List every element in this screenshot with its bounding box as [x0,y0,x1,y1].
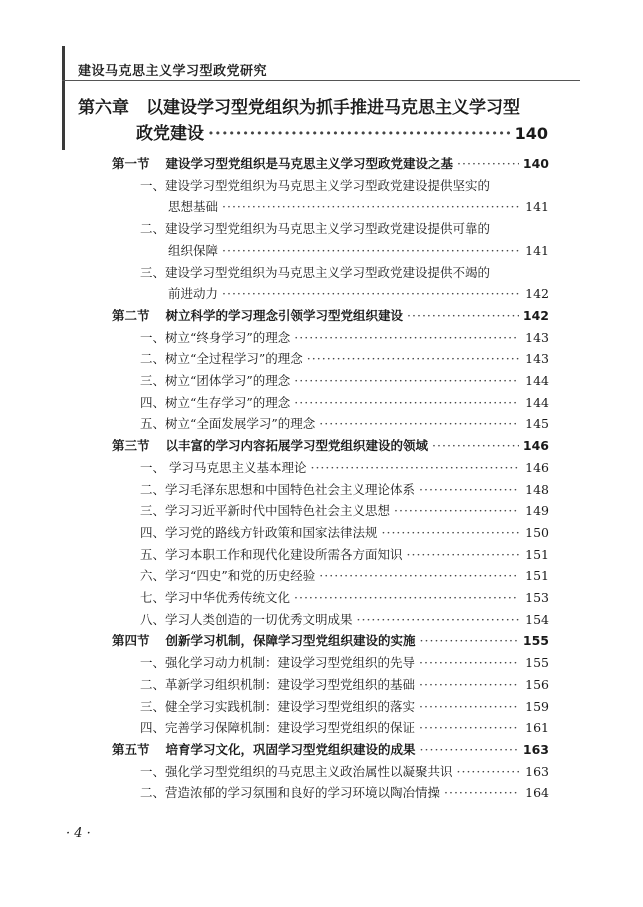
toc-item-row [140,609,549,631]
page-number: 156 [525,676,549,692]
leader-dots [222,240,519,262]
page-number: 148 [525,481,549,497]
leader-dots [294,327,519,349]
item-title: 五、学习本职工作和现代化建设所需各方面知识 [140,546,403,562]
leader-dots [222,283,519,305]
page-number: 150 [525,524,549,540]
leader-dots [419,674,519,696]
item-title: 一、强化学习型党组织的马克思主义政治属性以凝聚共识 [140,763,453,779]
page-number: 143 [525,329,549,345]
leader-dots [432,435,519,457]
chapter-page-number: 140 [514,124,548,143]
item-title: 二、树立“全过程学习”的理念 [140,351,303,367]
item-title: 组织保障 [168,242,219,258]
page-number: 161 [525,720,549,736]
section-title: 创新学习机制，保障学习型党组织建设的实施 [165,633,416,649]
page-number: 163 [525,763,549,779]
toc-section-row [112,435,549,457]
toc-item-row [140,479,549,501]
toc-item-row [140,262,490,284]
leader-dots [294,370,519,392]
toc-section-row [112,153,549,175]
item-title: 二、建设学习型党组织为马克思主义学习型政党建设提供可靠的 [140,221,491,237]
toc-item-row [140,413,549,435]
page-number: 159 [525,698,549,714]
item-title: 三、健全学习实践机制：建设学习型党组织的落实 [140,698,416,714]
leader-dots [294,587,519,609]
page-number: 142 [522,307,549,323]
leader-dots [419,717,519,739]
toc-item-row [140,696,549,718]
leader-dots [419,696,519,718]
toc-item-row [140,218,490,240]
section-title: 树立科学的学习理念引领学习型党组织建设 [165,307,404,323]
section-title: 培育学习文化，巩固学习型党组织建设的成果 [165,741,416,757]
section-number: 第一节 [112,156,150,171]
leader-dots [419,479,519,501]
leader-dots [457,153,519,175]
toc-item-row [140,175,490,197]
leader-dots [394,500,519,522]
leader-dots [444,782,519,804]
toc-item-row [140,392,549,414]
toc-item-row [168,240,549,262]
toc-section-row [112,739,549,761]
toc-section-row [112,305,549,327]
page-folio: · 4 · [66,826,91,841]
toc-item-row [140,522,549,544]
leader-dots [307,348,519,370]
leader-dots [407,305,519,327]
leader-dots [294,392,519,414]
item-title: 四、完善学习保障机制：建设学习型党组织的保证 [140,720,416,736]
toc-section-row [112,630,549,652]
section-number: 第二节 [112,307,150,323]
page-number: 146 [522,438,549,454]
toc-item-row [140,348,549,370]
header-rule-vertical [62,46,65,150]
page-number: 155 [525,655,549,671]
toc-item-row [140,782,549,804]
item-title: 五、树立“全面发展学习”的理念 [140,416,316,432]
chapter-title-line1: 第六章 以建设学习型党组织为抓手推进马克思主义学习型 [78,98,520,118]
leader-dots [357,609,519,631]
chapter-heading [78,95,548,147]
toc-item-row [140,652,549,674]
section-number: 第三节 [112,438,150,454]
leader-dots [319,565,519,587]
toc-item-row [140,587,549,609]
page-number: 140 [522,156,549,171]
leader-dots [382,522,519,544]
toc-item-row [140,370,549,392]
item-title: 一、树立“终身学习”的理念 [140,329,291,345]
item-title: 四、树立“生存学习”的理念 [140,394,291,410]
chapter-title-line2 [78,121,548,147]
section-number: 第四节 [112,633,150,649]
item-title: 三、树立“团体学习”的理念 [140,373,291,388]
running-head: 建设马克思主义学习型政党研究 [78,64,268,79]
item-title: 一、建设学习型党组织为马克思主义学习型政党建设提供坚实的 [140,177,491,193]
item-title: 前进动力 [168,286,219,302]
page-number: 149 [525,503,549,519]
item-title: 二、营造浓郁的学习氛围和良好的学习环境以陶冶情操 [140,785,441,801]
page-number: 143 [525,351,549,367]
item-title: 六、学习“四史”和党的历史经验 [140,568,316,584]
toc-item-row [140,327,549,349]
item-title: 一、强化学习动力机制：建设学习型党组织的先导 [140,655,416,671]
page-number: 163 [522,741,549,757]
item-title: 三、学习习近平新时代中国特色社会主义思想 [140,503,391,519]
leader-dots [208,121,511,147]
section-number: 第五节 [112,741,150,757]
page-number: 145 [525,416,549,432]
toc-item-row [168,196,549,218]
page-number: 141 [525,242,549,258]
page-number: 151 [525,568,549,584]
page-number: 142 [525,286,549,302]
header-rule-horizontal [62,80,580,81]
page-number: 153 [525,590,549,605]
toc-item-row [168,283,549,305]
toc-item-row [140,500,549,522]
item-title: 二、革新学习组织机制：建设学习型党组织的基础 [140,676,416,692]
page-number: 146 [525,459,549,475]
leader-dots [407,544,519,566]
leader-dots [419,652,519,674]
page-number: 144 [525,373,549,388]
item-title: 四、学习党的路线方针政策和国家法律法规 [140,524,378,540]
section-title: 建设学习型党组织是马克思主义学习型政党建设之基 [165,156,454,171]
item-title: 二、学习毛泽东思想和中国特色社会主义理论体系 [140,481,416,497]
page-number: 155 [522,633,549,649]
leader-dots [222,196,519,218]
page-number: 154 [525,611,549,627]
page-number: 144 [525,394,549,410]
toc-item-row [140,457,549,479]
page-number: 164 [525,785,549,801]
leader-dots [457,761,519,783]
page-number: 141 [525,199,549,215]
toc-item-row [140,761,549,783]
chapter-title-tail: 政党建设 [136,124,204,144]
toc-item-row [140,565,549,587]
leader-dots [310,457,519,479]
page-number: 151 [525,546,549,562]
toc-item-row [140,544,549,566]
section-title: 以丰富的学习内容拓展学习型党组织建设的领域 [165,438,429,454]
leader-dots [420,739,519,761]
item-title: 七、学习中华优秀传统文化 [140,590,291,605]
item-title: 三、建设学习型党组织为马克思主义学习型政党建设提供不竭的 [140,264,491,280]
leader-dots [319,413,519,435]
item-title: 一、 学习马克思主义基本理论 [140,459,307,475]
item-title: 思想基础 [168,199,219,215]
item-title: 八、学习人类创造的一切优秀文明成果 [140,611,353,627]
toc-item-row [140,717,549,739]
leader-dots [420,630,519,652]
toc-item-row [140,674,549,696]
